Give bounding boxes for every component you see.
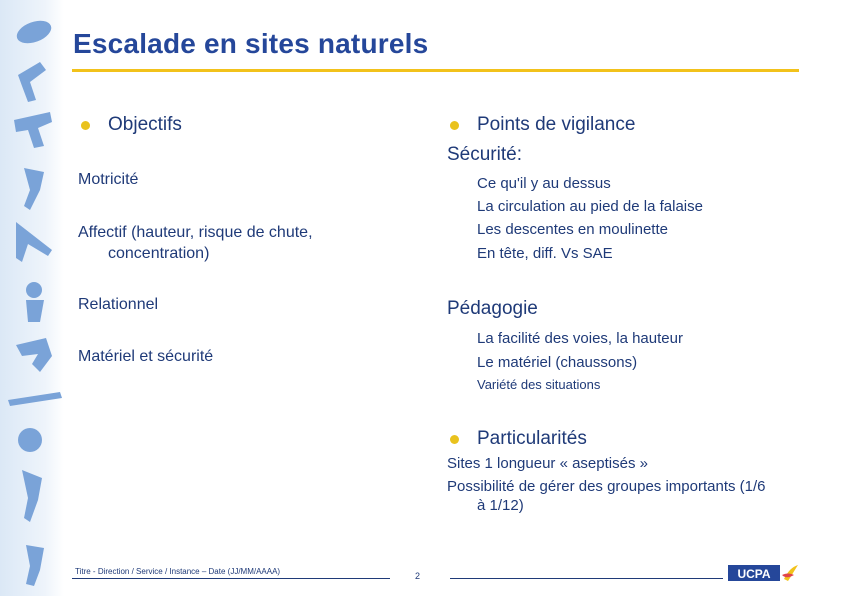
securite-item: Ce qu'il y au dessus <box>477 175 611 192</box>
objectif-item: concentration) <box>108 245 210 262</box>
pedagogie-item: Variété des situations <box>477 377 601 392</box>
bullet-icon <box>450 121 459 130</box>
objectif-item: Relationnel <box>78 296 159 313</box>
particularites-heading: Particularités <box>477 428 587 449</box>
particularite-item: Possibilité de gérer des groupes importants (1/6 <box>447 478 766 495</box>
securite-label: Sécurité: <box>447 144 522 165</box>
footer-text: Titre - Direction / Service / Instance – Date (JJ/MM/AAAA) <box>75 567 281 576</box>
ucpa-logo-icon <box>728 563 800 583</box>
page-number: 2 <box>415 571 421 581</box>
pedagogie-item: La facilité des voies, la hauteur <box>477 330 683 347</box>
objectif-item: Affectif (hauteur, risque de chute, <box>78 224 313 241</box>
objectif-item: Matériel et sécurité <box>78 348 214 365</box>
bullet-icon <box>81 121 90 130</box>
objectif-item: Motricité <box>78 171 139 188</box>
particularite-item: Sites 1 longueur « aseptisés » <box>447 455 648 472</box>
objectifs-heading: Objectifs <box>108 114 182 135</box>
sport-silhouettes-sidebar <box>0 0 64 596</box>
title-underline <box>72 69 799 72</box>
svg-text:UCPA: UCPA <box>737 567 771 581</box>
footer-left-line <box>72 578 390 579</box>
securite-item: La circulation au pied de la falaise <box>477 198 703 215</box>
particularite-item: à 1/12) <box>477 497 524 514</box>
pedagogie-item: Le matériel (chaussons) <box>477 354 638 371</box>
bullet-icon <box>450 435 459 444</box>
vigilance-heading: Points de vigilance <box>477 114 636 135</box>
slide-title: Escalade en sites naturels <box>73 28 429 59</box>
securite-item: Les descentes en moulinette <box>477 221 668 238</box>
silhouettes-icon <box>0 0 64 596</box>
footer-right-line <box>450 578 723 579</box>
pedagogie-label: Pédagogie <box>447 298 538 319</box>
securite-item: En tête, diff. Vs SAE <box>477 245 613 262</box>
